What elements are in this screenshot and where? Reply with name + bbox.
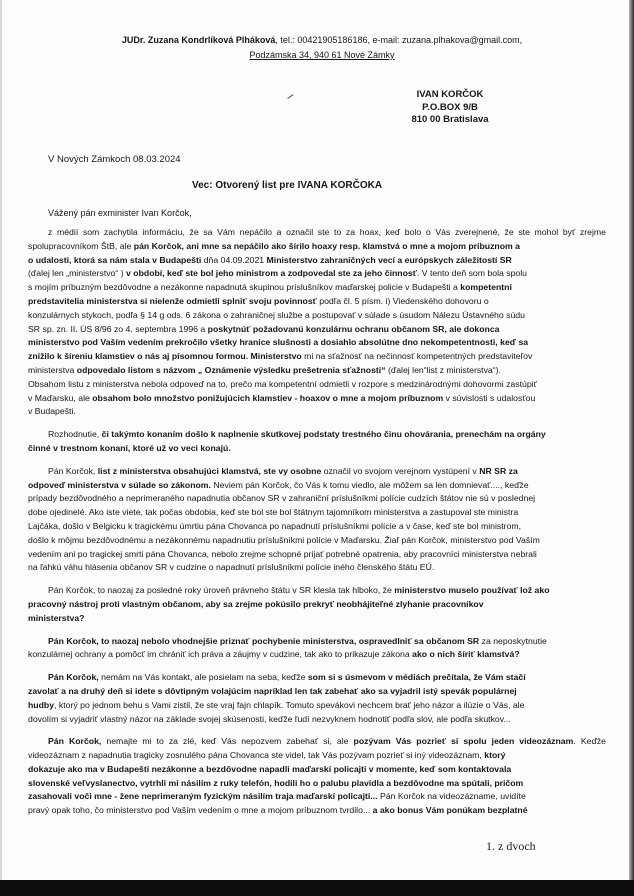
- text-line-content: [28, 296, 489, 306]
- text-line-content: [48, 585, 550, 595]
- bold-text-run: a ako bonus Vám ponúkam bezplatné: [372, 805, 528, 816]
- text-line-content: [48, 672, 526, 682]
- bold-text-run: odpovedalo listom s názvom „ Oznámenie výsledku prešetrenia sťažnosti“: [76, 364, 386, 375]
- bold-text-run: činné v trestnom konaní, ktoré už vo veci konajú.: [28, 442, 231, 453]
- text-run: nemajte mi to za zlé, keď Vás nepozvem zabehať si, ale: [101, 736, 354, 747]
- text-line-content: [28, 282, 512, 292]
- text-line-content: [28, 613, 85, 623]
- text-line: [28, 479, 606, 493]
- salutation: Vážený pán exminister Ivan Korčok,: [48, 208, 192, 218]
- text-line: [28, 763, 606, 777]
- text-run: na ľahkú váhu hlásenia občanov SR v cudzine o napadnutí príslušníkmi polície iného členského štátu EÚ.: [28, 562, 435, 573]
- bold-text-run: som si s úsmevom v médiách prečítala, že Vám stačí: [307, 672, 526, 683]
- letter-body: [28, 226, 606, 827]
- text-line: [28, 635, 606, 649]
- text-line: [28, 428, 606, 442]
- bold-text-run: pracovný nástroj proti vlastným občanom, aby sa zrejme pokúsilo prekryť neobhájiteľné zlyhanie pracovníkov: [28, 598, 484, 609]
- text-line: [28, 804, 606, 818]
- text-line-content: [28, 507, 518, 517]
- text-line: [28, 350, 606, 364]
- text-line-content: [28, 443, 231, 453]
- pen-mark: [287, 94, 293, 99]
- text-line-content: [28, 764, 511, 774]
- text-line-content: [48, 227, 606, 237]
- scan-edge-right: [629, 0, 634, 896]
- text-line-content: [28, 805, 528, 815]
- text-run: z médií som zachytila informáciu, že sa Vám nepáčilo a označil ste to za hoax, keď bolo o Vás zverejnené, že ste mohol byť zrejme: [48, 227, 606, 237]
- text-line: [28, 598, 606, 612]
- text-line: [28, 735, 606, 749]
- bold-text-run: zavolať a na druhý deň si idete s dôvtipným volajúcim napríklad len tak zabehať ako sa vyjadril istý spevák populárnej: [28, 685, 517, 696]
- sender-address-line: [60, 49, 584, 61]
- paragraph: [28, 428, 606, 456]
- text-line: [28, 561, 606, 575]
- bold-text-run: dokazuje ako ma v Budapešti nezákonne a bezdôvodne napadli maďarskí policajti v momente, keď som kontaktovala: [28, 763, 512, 774]
- text-line-content: [28, 365, 501, 375]
- text-line: [28, 442, 606, 456]
- text-run: , ktorý po jednom behu s Vami zistil, že ste vraj fajn chlapík. Tomuto spevákovi nechcem brať jeho názor a ilúzie o Vás, ale: [54, 699, 525, 710]
- text-line-content: [28, 379, 537, 389]
- bold-text-run: predstavitelia ministerstva si nielenže odmietli splniť svoju povinnosť: [28, 295, 317, 306]
- bold-text-run: obsahom bolo množstvo ponižujúcich klamstiev - hoaxov o mne a mojom príbuznom: [92, 392, 444, 403]
- text-line-content: [28, 241, 520, 251]
- text-line: [28, 323, 606, 337]
- text-line-content: [28, 700, 524, 710]
- text-run: Rozhodnutie,: [48, 429, 102, 440]
- scan-edge-left: [0, 0, 2, 896]
- text-run: došlo k môjmu bezdôvodnému a nezákonnému napadnutiu príslušníkmi polície v Maďarsku. Žiaľ pán Korčok, ministerstvo pod Vaším: [28, 534, 540, 545]
- bold-text-run: Pán Korčok,: [48, 672, 99, 683]
- text-line: [28, 612, 606, 626]
- text-line: [28, 713, 606, 727]
- letter-date: V Nových Zámkoch 08.03.2024: [48, 154, 181, 165]
- text-run: pravý opak toho, čo ministerstvo pod Vaším vedením o mne a mojom príbuznom tvrdilo...: [28, 805, 373, 816]
- text-line-content: [48, 466, 518, 476]
- text-line: [28, 240, 606, 254]
- bold-text-run: ako o nich šíriť klamstvá?: [412, 649, 520, 660]
- text-line: [28, 534, 606, 548]
- scan-edge-bottom: [0, 880, 634, 896]
- text-line: [28, 790, 606, 804]
- text-run: (ďalej len“list z ministerstva“).: [385, 364, 501, 375]
- text-run: prípady bezdôvodného a neprimeraného napadnutia občanov SR v zahraniční príslušníkmi polície cudzích štátov nie sú v poslednej: [28, 493, 536, 504]
- text-run: v Budapešti.: [28, 406, 76, 417]
- text-line-content: [28, 255, 512, 265]
- text-run: v Maďarsku, ale: [28, 392, 93, 403]
- text-line-content: [48, 736, 606, 746]
- text-line: [28, 364, 606, 378]
- text-run: SR sp. zn. II. ÚS 8/96 zo 4. septembra 1996 a: [28, 323, 208, 334]
- text-run: Obsahom listu z ministerstva nebola odpoveď na to, prečo ma kompetentní odmietli v rozpore s medzinárodnými dohovormi zastúpiť: [28, 378, 537, 389]
- text-run: . Keďže: [573, 736, 606, 747]
- paragraph: [28, 671, 606, 726]
- text-run: dňa 04.09.2021: [201, 254, 267, 265]
- text-run: v súvislosti s udalosťou: [443, 392, 536, 403]
- paragraph: [28, 226, 606, 419]
- text-line-content: [28, 406, 76, 416]
- text-line-content: [28, 268, 527, 278]
- bold-text-run: v období, keď ste bol jeho ministrom a zodpovedal ste za jeho činnosť: [126, 268, 417, 279]
- text-run: (ďalej len „ministerstvo“ ): [28, 268, 127, 279]
- text-line: [28, 520, 606, 534]
- bold-text-run: Pán Korčok,: [48, 736, 102, 747]
- text-line-content: [28, 480, 529, 490]
- paragraph: [28, 465, 606, 575]
- text-run: ministerstva: [28, 364, 77, 375]
- text-line-content: [48, 429, 546, 439]
- sender-contact: , tel.: 00421905186186, e-mail: zuzana.plhakova@gmail.com,: [275, 35, 523, 45]
- text-line: [28, 777, 606, 791]
- text-line: [28, 405, 606, 419]
- bold-text-run: o udalosti, ktorá sa nám stala v Budapešti: [28, 254, 202, 265]
- sender-address: Podzámska 34, 940 61 Nové Zámky: [249, 50, 395, 60]
- text-line: [28, 392, 606, 406]
- text-line: [28, 267, 606, 281]
- text-run: Pán Korčok, to naozaj za posledné roky úroveň právneho štátu v SR klesla tak hlboko, že: [48, 585, 395, 596]
- text-line-content: [28, 310, 525, 320]
- text-line: [28, 749, 606, 763]
- text-line-content: [28, 351, 532, 361]
- text-run: dobe ojedinelé. Ako iste viete, tak počas obdobia, keď ste bol ste bol štátnym tajomníkom ministerstva a zastupoval ste ministra: [28, 507, 519, 518]
- bold-text-run: zasahovali voči mne - žene neprimeraným fyzickým násilím traja maďarskí policajti...: [28, 791, 378, 802]
- text-line-content: [28, 493, 535, 503]
- sender-info-line: [60, 34, 584, 46]
- text-run: Lajčáka, došlo v Belgicku k tragickému úmrtiu pána Chovanca po napadnutí príslušníkmi polície a v čase, keď ste bol ministrom,: [28, 520, 522, 531]
- paragraph: [28, 735, 606, 818]
- bold-text-run: ministerstvo pod Vaším vedením prekročilo všetky hranice slušnosti a dosiahlo absolútne dno nekompetentnosti, keď sa: [28, 337, 529, 348]
- text-run: za neposkytnutie: [479, 635, 547, 646]
- bold-text-run: list z ministerstva obsahujúci klamstvá, ste vy osobne: [97, 465, 322, 476]
- text-line-content: [28, 750, 505, 760]
- text-line: [28, 226, 606, 240]
- text-run: Pán Korčok na videozázname, uvidíte: [377, 791, 526, 802]
- text-line-content: [28, 778, 523, 788]
- sender-name: JUDr. Zuzana Kondrlíková Plháková: [121, 35, 276, 45]
- bold-text-run: hudby: [28, 699, 55, 710]
- text-run: mi na sťažnosť na nečinnosť kompetentných predstaviteľov: [301, 351, 533, 362]
- bold-text-run: ministerstvo muselo používať lož ako: [394, 585, 550, 596]
- bold-text-run: pozývam Vás pozrieť si spolu jeden videozáznam: [353, 736, 574, 747]
- text-run: . V tento deň som bola spolu: [416, 268, 528, 279]
- text-line-content: [28, 562, 434, 572]
- text-run: Neviem pán Korčok, čo Vás k tomu viedlo, ale môžem sa len domnievať...., keďže: [210, 479, 529, 490]
- text-run: nemám na Vás kontakt, ale posielam na seba, keďže: [98, 672, 308, 683]
- bold-text-run: ministerstva?: [28, 612, 85, 623]
- text-line-content: [28, 686, 517, 696]
- text-line-content: [28, 324, 500, 334]
- text-line: [28, 506, 606, 520]
- text-line-content: [28, 714, 511, 724]
- bold-text-run: odpoveď ministerstva v súlade so zákonom.: [28, 479, 211, 490]
- page-number: 1. z dvoch: [486, 839, 536, 853]
- recipient-block: [400, 89, 500, 127]
- paragraph: [28, 635, 606, 663]
- text-line-content: [28, 521, 521, 531]
- text-run: dovolím si vyjadriť vlastný názor na základe svojej skúsenosti, keďže ľudí nezvyknem hodnotiť podľa slov, ale podľa skutkov...: [28, 713, 511, 724]
- letter-subject: Vec: Otvorený list pre IVANA KORČOKA: [192, 180, 383, 191]
- text-line-content: [28, 549, 537, 559]
- bold-text-run: kompetentní: [460, 282, 512, 293]
- text-line-content: [28, 649, 520, 659]
- text-run: vedením ani po tragickej smrti pána Chovanca, nebolo zrejme schopné prijať potrebné opatrenia, aby pracovníci ministerstva nebrali: [28, 548, 537, 559]
- text-run: videozáznam z napadnutia tragicky zosnulého pána Chovanca ste videl, tak Vás pozývam pozrieť si iný videozáznam,: [28, 750, 485, 761]
- text-line: [28, 548, 606, 562]
- text-line-content: [28, 791, 526, 801]
- bold-text-run: NR SR za: [479, 465, 518, 476]
- text-line: [28, 699, 606, 713]
- text-run: s mojím príbuzným bezdôvodne a nezákonne napadnutá skupinou príslušníkov maďarskej policie v Budapešti a: [28, 282, 461, 293]
- paragraph: [28, 584, 606, 625]
- text-run: označil vo svojom verejnom vystúpení v: [321, 465, 480, 476]
- text-line-content: [28, 599, 484, 609]
- text-line-content: [48, 636, 547, 646]
- text-line-content: [28, 337, 528, 347]
- text-line: [28, 465, 606, 479]
- recipient-pobox: P.O.BOX 9/B: [422, 101, 478, 113]
- bold-text-run: Pán Korčok, to naozaj nebolo vhodnejšie priznať pochybenie ministerstva, ospravedlniť sa občanom SR: [48, 635, 480, 646]
- bold-text-run: ktorý: [484, 750, 506, 761]
- text-run: spolupracovníkom ŠtB, ale: [28, 240, 134, 251]
- bold-text-run: slovenské veľvyslanectvo, vytrhli mi násilím z ruky telefón, hodili ho o palubu plavidla a bezdôvodne ma spútali, pričom: [28, 777, 524, 788]
- text-line: [28, 492, 606, 506]
- text-line: [28, 685, 606, 699]
- bold-text-run: pán Korčok, ani mne sa nepáčilo ako šírilo hoaxy resp. klamstvá o mne a mojom príbuznom a: [133, 240, 520, 251]
- text-line: [28, 671, 606, 685]
- text-line-content: [28, 393, 535, 403]
- text-line: [28, 584, 606, 598]
- bold-text-run: znížilo k šíreniu klamstiev o nás aj písomnou formou. Ministerstvo: [28, 351, 302, 362]
- text-line: [28, 336, 606, 350]
- text-line: [28, 281, 606, 295]
- recipient-city: 810 00 Bratislava: [411, 114, 489, 125]
- text-line-content: [28, 535, 540, 545]
- text-line: [28, 254, 606, 268]
- bold-text-run: či takýmto konaním došlo k naplnenie skutkovej podstaty trestného činu ohovárania, prenechám na orgány: [101, 429, 546, 440]
- bold-text-run: Ministerstvo zahraničných vecí a európskych záležitostí SR: [266, 254, 512, 265]
- recipient-name: IVAN KORČOK: [416, 89, 484, 100]
- text-run: konzulárnej ochrany a pomôcť im chrániť ich práva a záujmy v cudzine, tak ako to prikazuje zákona: [28, 649, 413, 660]
- text-run: podľa čl. 5 písm. i) Viedenského dohovoru o: [316, 295, 489, 306]
- text-line: [28, 378, 606, 392]
- text-line: [28, 295, 606, 309]
- text-run: konzulárnych stykoch, podľa § 14 g ods. 6 zákona o zahraničnej službe a postupovať v súlade s úsudom Nálezu Ústavného súdu: [28, 309, 525, 320]
- text-line: [28, 648, 606, 662]
- bold-text-run: poskytnúť požadovanú konzulárnu ochranu občanom SR, ale dokonca: [207, 323, 500, 334]
- text-run: Pán Korčok,: [48, 465, 98, 476]
- text-line: [28, 309, 606, 323]
